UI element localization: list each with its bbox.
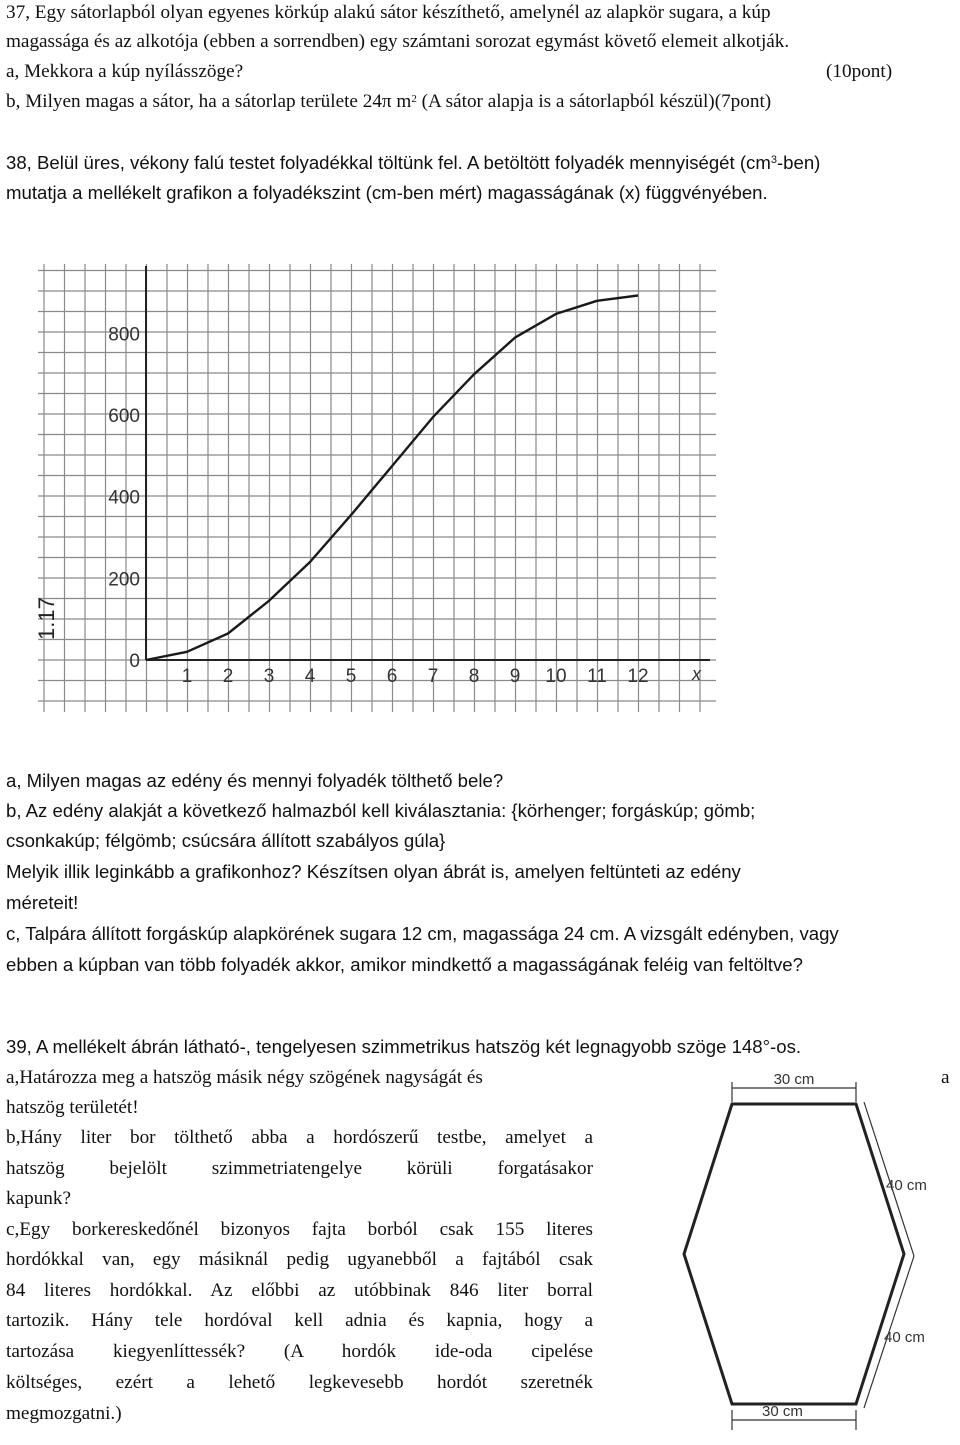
p39-question-b-line-2: hatszög bejelölt szimmetriatengelye körüli forgatásakor: [6, 1158, 593, 1180]
x-tick-label: 3: [264, 666, 275, 687]
x-tick-label: 1: [182, 666, 193, 687]
p38-question-b-line-2: csonkakúp; félgömb; csúcsára állított szabályos gúla}: [6, 830, 445, 852]
p39-line-1: 39, A mellékelt ábrán látható-, tengelyesen szimmetrikus hatszög két legnagyobb szöge 148°-os.: [6, 1036, 801, 1058]
p39-question-c-line-6: költséges, ezért a lehető legkevesebb hordót szeretnék: [6, 1372, 593, 1394]
p37-b-text: b, Milyen magas a sátor, ha a sátorlap területe 24π m: [6, 91, 411, 112]
x-tick-label: 6: [387, 666, 398, 687]
p38-question-b-line-1: b, Az edény alakját a következő halmazból kell kiválasztania: {körhenger; forgáskúp; gömb;: [6, 800, 755, 822]
x-tick-label: 4: [305, 666, 316, 687]
hexagon-shape: [684, 1104, 904, 1404]
p38-question-c-line-1: c, Talpára állított forgáskúp alapkörének sugara 12 cm, magassága 24 cm. A vizsgált edényben, vagy: [6, 923, 839, 945]
x-tick-label: 2: [223, 666, 234, 687]
x-tick-label: 11: [587, 666, 607, 687]
p39-question-c-line-5: tartozása kiegyenlíttessék? (A hordók ide-oda cipelése: [6, 1341, 593, 1363]
x-tick-label: 7: [428, 666, 439, 687]
p37-question-b: [6, 91, 771, 113]
right-upper-dimension-label: 40 cm: [886, 1177, 927, 1194]
p39-question-b-line-1: b,Hány liter bor tölthető abba a hordószerű testbe, amelyet a: [6, 1127, 593, 1149]
p39-question-b-line-3: kapunk?: [6, 1188, 593, 1210]
p39-question-c-line-1: c,Egy borkereskedőnél bizonyos fajta borból csak 155 literes: [6, 1219, 593, 1241]
p38-l1-text: 38, Belül üres, vékony falú testet folyadékkal töltünk fel. A betöltött folyadék mennyiségét (cm: [6, 152, 771, 173]
p37-b-sup: 2: [411, 93, 417, 105]
p38-line-2: mutatja a mellékelt grafikon a folyadékszint (cm-ben mért) magasságának (x) függvényében.: [6, 182, 768, 204]
top-dimension-label: 30 cm: [774, 1071, 815, 1088]
p39-question-c-line-2: hordókkal van, egy másiknál pedig ugyanebből a fajtából csak: [6, 1249, 593, 1271]
y-tick-label: 600: [108, 406, 140, 427]
x-tick-label: 5: [346, 666, 357, 687]
p39-question-a-line-2: hatszög területét!: [6, 1097, 593, 1119]
x-tick-label: 8: [469, 666, 480, 687]
x-tick-label: 12: [627, 666, 648, 687]
p39-question-a-tail: a: [941, 1067, 950, 1089]
p37-question-a: a, Mekkora a kúp nyílásszöge?: [6, 61, 243, 83]
hexagon-svg: [612, 1068, 952, 1440]
x-axis-label: x: [691, 664, 702, 684]
bottom-dimension-label: 30 cm: [762, 1403, 803, 1420]
y-tick-label: 400: [108, 488, 140, 509]
p37-b-tail: (A sátor alapja is a sátorlapból készül)(7pont): [417, 91, 771, 112]
p38-l1-sup: 3: [771, 154, 777, 166]
p37-line-1: 37, Egy sátorlapból olyan egyenes körkúp alakú sátor készíthető, amelynél az alapkör sugara, a kúp: [6, 2, 771, 24]
p38-question-b-line-4: méreteit!: [6, 892, 78, 914]
y-tick-label: 800: [108, 324, 140, 345]
p39-question-c-line-4: tartozik. Hány tele hordóval kell adnia és kapnia, hogy a: [6, 1310, 593, 1332]
p38-l1-tail: -ben): [777, 152, 820, 173]
graph-svg: [20, 250, 720, 718]
p37-line-2: magassága és az alkotója (ebben a sorrendben) egy számtani sorozat egymást követő elemeit alkotják.: [6, 31, 789, 53]
p39-question-c-line-7: megmozgatni.): [6, 1403, 593, 1425]
handwritten-figure-number: 1.17: [34, 597, 59, 640]
x-tick-label: 9: [510, 666, 521, 687]
p38-question-b-line-3: Melyik illik leginkább a grafikonhoz? Készítsen olyan ábrát is, amelyen feltünteti az edény: [6, 861, 741, 883]
right-lower-dimension-label: 40 cm: [884, 1329, 925, 1346]
p39-question-c-line-3: 84 literes hordókkal. Az előbbi az utóbbinak 846 liter borral: [6, 1280, 593, 1302]
p38-line-1: [6, 152, 820, 174]
p39-question-a-line-1: a,Határozza meg a hatszög másik négy szögének nagyságát és: [6, 1067, 593, 1089]
p38-question-a: a, Milyen magas az edény és mennyi folyadék tölthető bele?: [6, 770, 503, 792]
y-tick-label: 200: [108, 569, 140, 590]
x-tick-label: 10: [545, 666, 566, 687]
p38-question-c-line-2: ebben a kúpban van több folyadék akkor, amikor mindkettő a magasságának feléig van feltöltve?: [6, 954, 803, 976]
y-tick-label: 0: [129, 651, 140, 672]
volume-height-graph: [20, 250, 720, 718]
p37-a-points: (10pont): [826, 61, 892, 83]
hexagon-figure: [612, 1068, 952, 1440]
